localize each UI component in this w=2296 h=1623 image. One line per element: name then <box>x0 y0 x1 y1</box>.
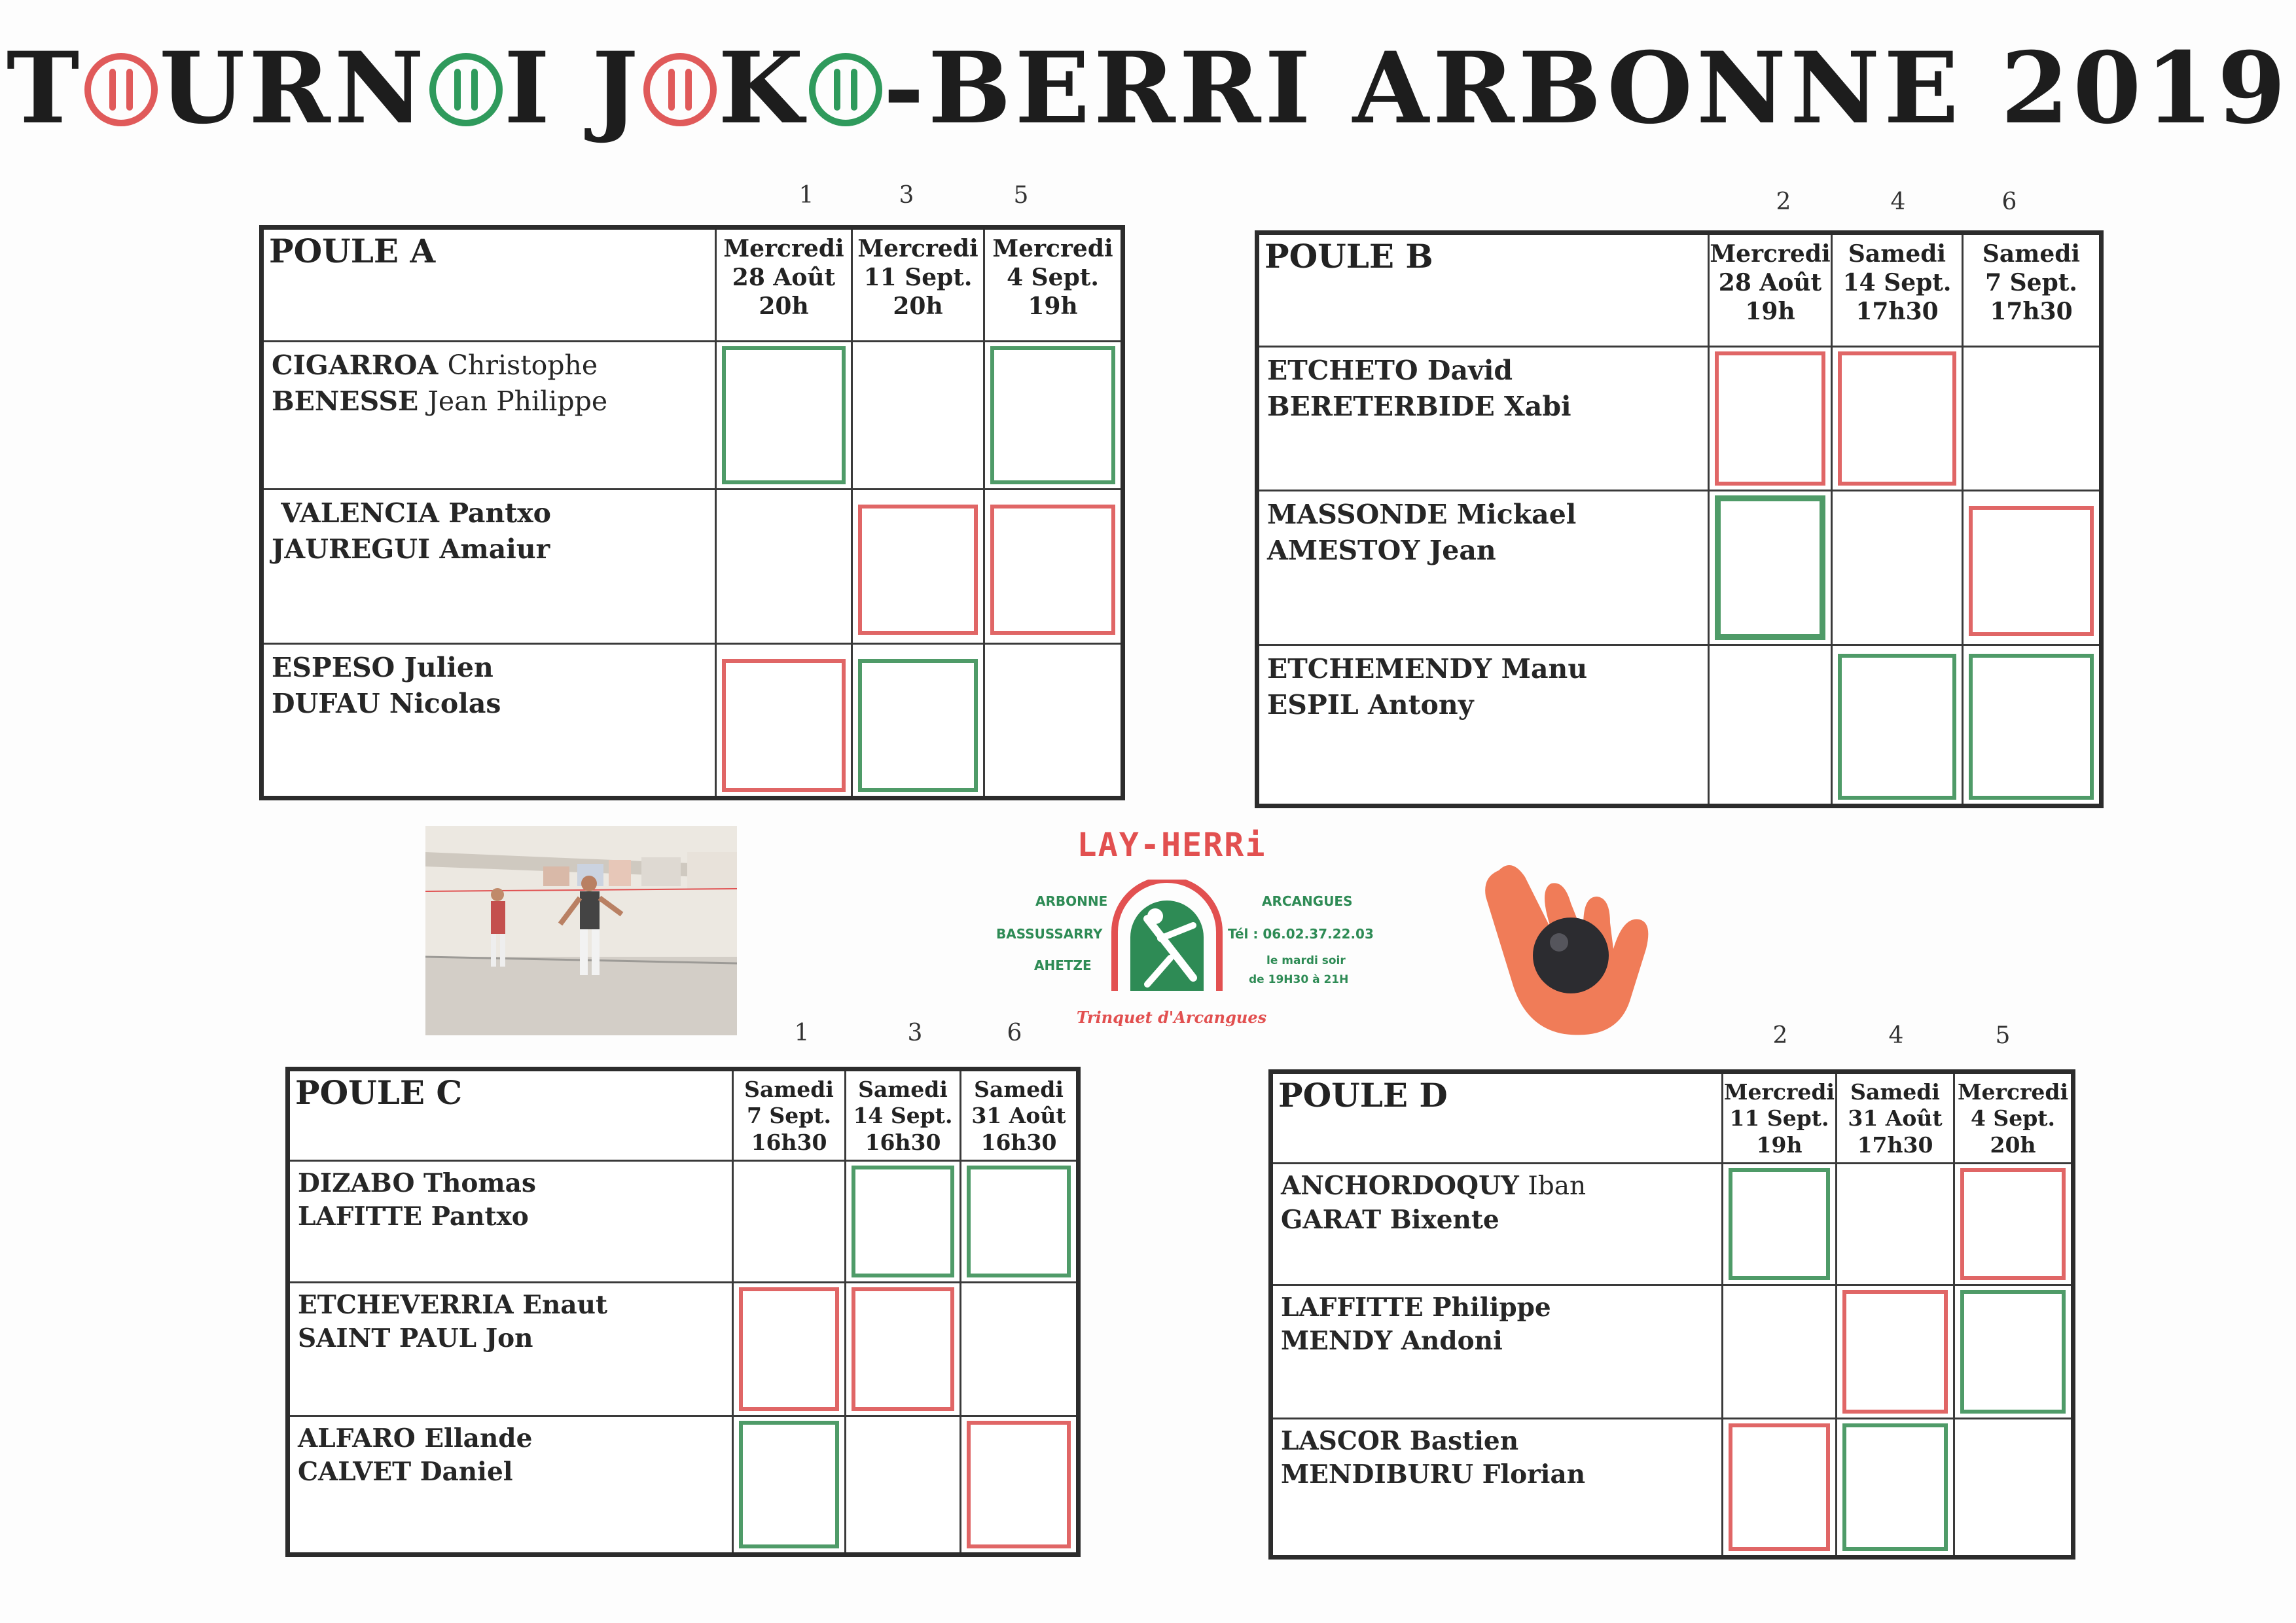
score-cell[interactable] <box>1723 1285 1837 1419</box>
round-number: 2 <box>1772 1022 1788 1049</box>
score-cell[interactable] <box>733 1416 846 1555</box>
score-cell[interactable] <box>852 644 984 798</box>
team-cell: VALENCIA Pantxo JAUREGUI Amaiur <box>262 490 716 644</box>
score-cell[interactable] <box>846 1283 961 1416</box>
round-number: 5 <box>1013 182 1029 209</box>
team-cell: LASCOR Bastien MENDIBURU Florian <box>1271 1419 1723 1558</box>
score-cell[interactable] <box>846 1416 961 1555</box>
poule-table <box>259 225 1125 800</box>
score-cell[interactable] <box>1723 1419 1837 1558</box>
score-cell[interactable] <box>1963 491 2102 645</box>
town-label: AHETZE <box>1034 957 1092 973</box>
pelota-ball-icon <box>643 53 717 126</box>
score-box[interactable] <box>739 1421 839 1548</box>
score-cell[interactable] <box>1723 1164 1837 1285</box>
title-part: T <box>6 31 84 146</box>
date-header: Mercredi 28 Août 19h <box>1709 233 1832 347</box>
score-box[interactable] <box>852 1166 954 1277</box>
date-header: Mercredi 11 Sept. 19h <box>1723 1072 1837 1164</box>
score-box[interactable] <box>739 1287 839 1411</box>
date-header: Samedi 31 Août 16h30 <box>961 1069 1079 1161</box>
team-cell: MASSONDE Mickael AMESTOY Jean <box>1257 491 1709 645</box>
round-number: 1 <box>794 1020 810 1046</box>
score-cell[interactable] <box>852 342 984 490</box>
score-cell[interactable] <box>1963 645 2102 806</box>
town-label: ARBONNE <box>1035 893 1108 909</box>
score-cell[interactable] <box>1832 491 1963 645</box>
page-title <box>0 31 2296 146</box>
score-cell[interactable] <box>961 1161 1079 1283</box>
poule-table <box>1255 230 2104 808</box>
lay-herri-emblem-icon <box>1108 880 1226 1000</box>
poule-table <box>285 1067 1081 1557</box>
team-cell: ETCHEMENDY Manu ESPIL Antony <box>1257 645 1709 806</box>
logo-subtitle: Trinquet d'Arcangues <box>1076 1008 1267 1027</box>
phone-number: Tél : 06.02.37.22.03 <box>1228 926 1374 942</box>
round-number: 5 <box>1995 1022 2011 1049</box>
score-box[interactable] <box>1729 1423 1830 1551</box>
date-header: Samedi 7 Sept. 16h30 <box>733 1069 846 1161</box>
score-box[interactable] <box>1715 495 1825 640</box>
score-cell[interactable] <box>733 1161 846 1283</box>
round-number: 3 <box>899 182 914 209</box>
town-label: ARCANGUES <box>1262 893 1353 909</box>
score-cell[interactable] <box>1832 645 1963 806</box>
score-box[interactable] <box>967 1166 1071 1277</box>
score-cell[interactable] <box>984 644 1123 798</box>
score-cell[interactable] <box>961 1416 1079 1555</box>
score-cell[interactable] <box>984 490 1123 644</box>
team-cell: ETCHEVERRIA Enaut SAINT PAUL Jon <box>288 1283 733 1416</box>
date-header: Samedi 31 Août 17h30 <box>1837 1072 1954 1164</box>
score-box[interactable] <box>1969 506 2094 636</box>
team-cell: ETCHETO David BERETERBIDE Xabi <box>1257 347 1709 491</box>
score-box[interactable] <box>1960 1168 2066 1280</box>
schedule-text: de 19H30 à 21H <box>1249 973 1349 986</box>
title-part: URN <box>159 31 428 146</box>
score-box[interactable] <box>722 346 846 484</box>
score-box[interactable] <box>967 1421 1071 1548</box>
score-cell[interactable] <box>716 490 852 644</box>
score-cell[interactable] <box>1954 1285 2073 1419</box>
score-box[interactable] <box>1842 1423 1948 1551</box>
score-box[interactable] <box>1729 1168 1830 1280</box>
date-header: Samedi 7 Sept. 17h30 <box>1963 233 2102 347</box>
title-part: I J <box>503 31 643 146</box>
date-header: Mercredi 4 Sept. 19h <box>984 228 1123 342</box>
team-cell: ANCHORDOQUY Iban GARAT Bixente <box>1271 1164 1723 1285</box>
round-number: 3 <box>907 1020 923 1046</box>
town-label: BASSUSSARRY <box>996 926 1103 942</box>
score-cell[interactable] <box>733 1283 846 1416</box>
score-cell[interactable] <box>1709 491 1832 645</box>
score-cell[interactable] <box>1837 1419 1954 1558</box>
pelota-ball-icon <box>809 53 882 126</box>
logo-title: LAY-HERRi <box>1077 826 1266 864</box>
round-number: 6 <box>2001 188 2017 215</box>
team-cell: CIGARROA Christophe BENESSE Jean Philippe <box>262 342 716 490</box>
score-box[interactable] <box>1838 654 1956 800</box>
score-box[interactable] <box>852 1287 954 1411</box>
score-box[interactable] <box>990 505 1115 635</box>
schedule-text: le mardi soir <box>1266 954 1346 967</box>
date-header: Samedi 14 Sept. 17h30 <box>1832 233 1963 347</box>
poule-table <box>1268 1069 2075 1560</box>
team-cell: LAFFITTE Philippe MENDY Andoni <box>1271 1285 1723 1419</box>
pelota-ball-icon <box>429 53 503 126</box>
poule-name: POULE D <box>1271 1072 1723 1164</box>
trinquet-photo <box>425 826 737 1035</box>
score-box[interactable] <box>1842 1290 1948 1414</box>
score-box[interactable] <box>1838 351 1956 486</box>
score-cell[interactable] <box>846 1161 961 1283</box>
date-header: Mercredi 4 Sept. 20h <box>1954 1072 2073 1164</box>
score-cell[interactable] <box>1832 347 1963 491</box>
score-cell[interactable] <box>1709 645 1832 806</box>
team-cell: ALFARO Ellande CALVET Daniel <box>288 1416 733 1555</box>
score-box[interactable] <box>1715 351 1825 486</box>
round-number: 4 <box>1890 188 1906 215</box>
round-number: 4 <box>1888 1022 1904 1049</box>
score-cell[interactable] <box>1837 1164 1954 1285</box>
round-number: 2 <box>1776 188 1791 215</box>
score-cell[interactable] <box>716 342 852 490</box>
score-cell[interactable] <box>852 490 984 644</box>
score-box[interactable] <box>858 505 978 635</box>
score-box[interactable] <box>858 659 978 792</box>
score-box[interactable] <box>1969 654 2094 800</box>
date-header: Mercredi 11 Sept. 20h <box>852 228 984 342</box>
title-part: -BERRI ARBONNE 2019 <box>883 31 2290 146</box>
score-box[interactable] <box>722 659 846 792</box>
score-cell[interactable] <box>1963 347 2102 491</box>
date-header: Samedi 14 Sept. 16h30 <box>846 1069 961 1161</box>
score-box[interactable] <box>1960 1290 2066 1414</box>
team-cell: ESPESO Julien DUFAU Nicolas <box>262 644 716 798</box>
date-header: Mercredi 28 Août 20h <box>716 228 852 342</box>
score-cell[interactable] <box>1837 1285 1954 1419</box>
score-box[interactable] <box>990 346 1115 484</box>
score-cell[interactable] <box>961 1283 1079 1416</box>
score-cell[interactable] <box>1954 1164 2073 1285</box>
score-cell[interactable] <box>984 342 1123 490</box>
score-cell[interactable] <box>716 644 852 798</box>
round-number: 1 <box>798 182 814 209</box>
score-cell[interactable] <box>1954 1419 2073 1558</box>
team-cell: DIZABO Thomas LAFITTE Pantxo <box>288 1161 733 1283</box>
title-part: K <box>718 31 808 146</box>
poule-name: POULE B <box>1257 233 1709 347</box>
poule-name: POULE A <box>262 228 716 342</box>
poule-name: POULE C <box>288 1069 733 1161</box>
hand-ball-icon <box>1473 851 1689 1047</box>
pelota-ball-icon <box>84 53 158 126</box>
score-cell[interactable] <box>1709 347 1832 491</box>
round-number: 6 <box>1007 1020 1022 1046</box>
